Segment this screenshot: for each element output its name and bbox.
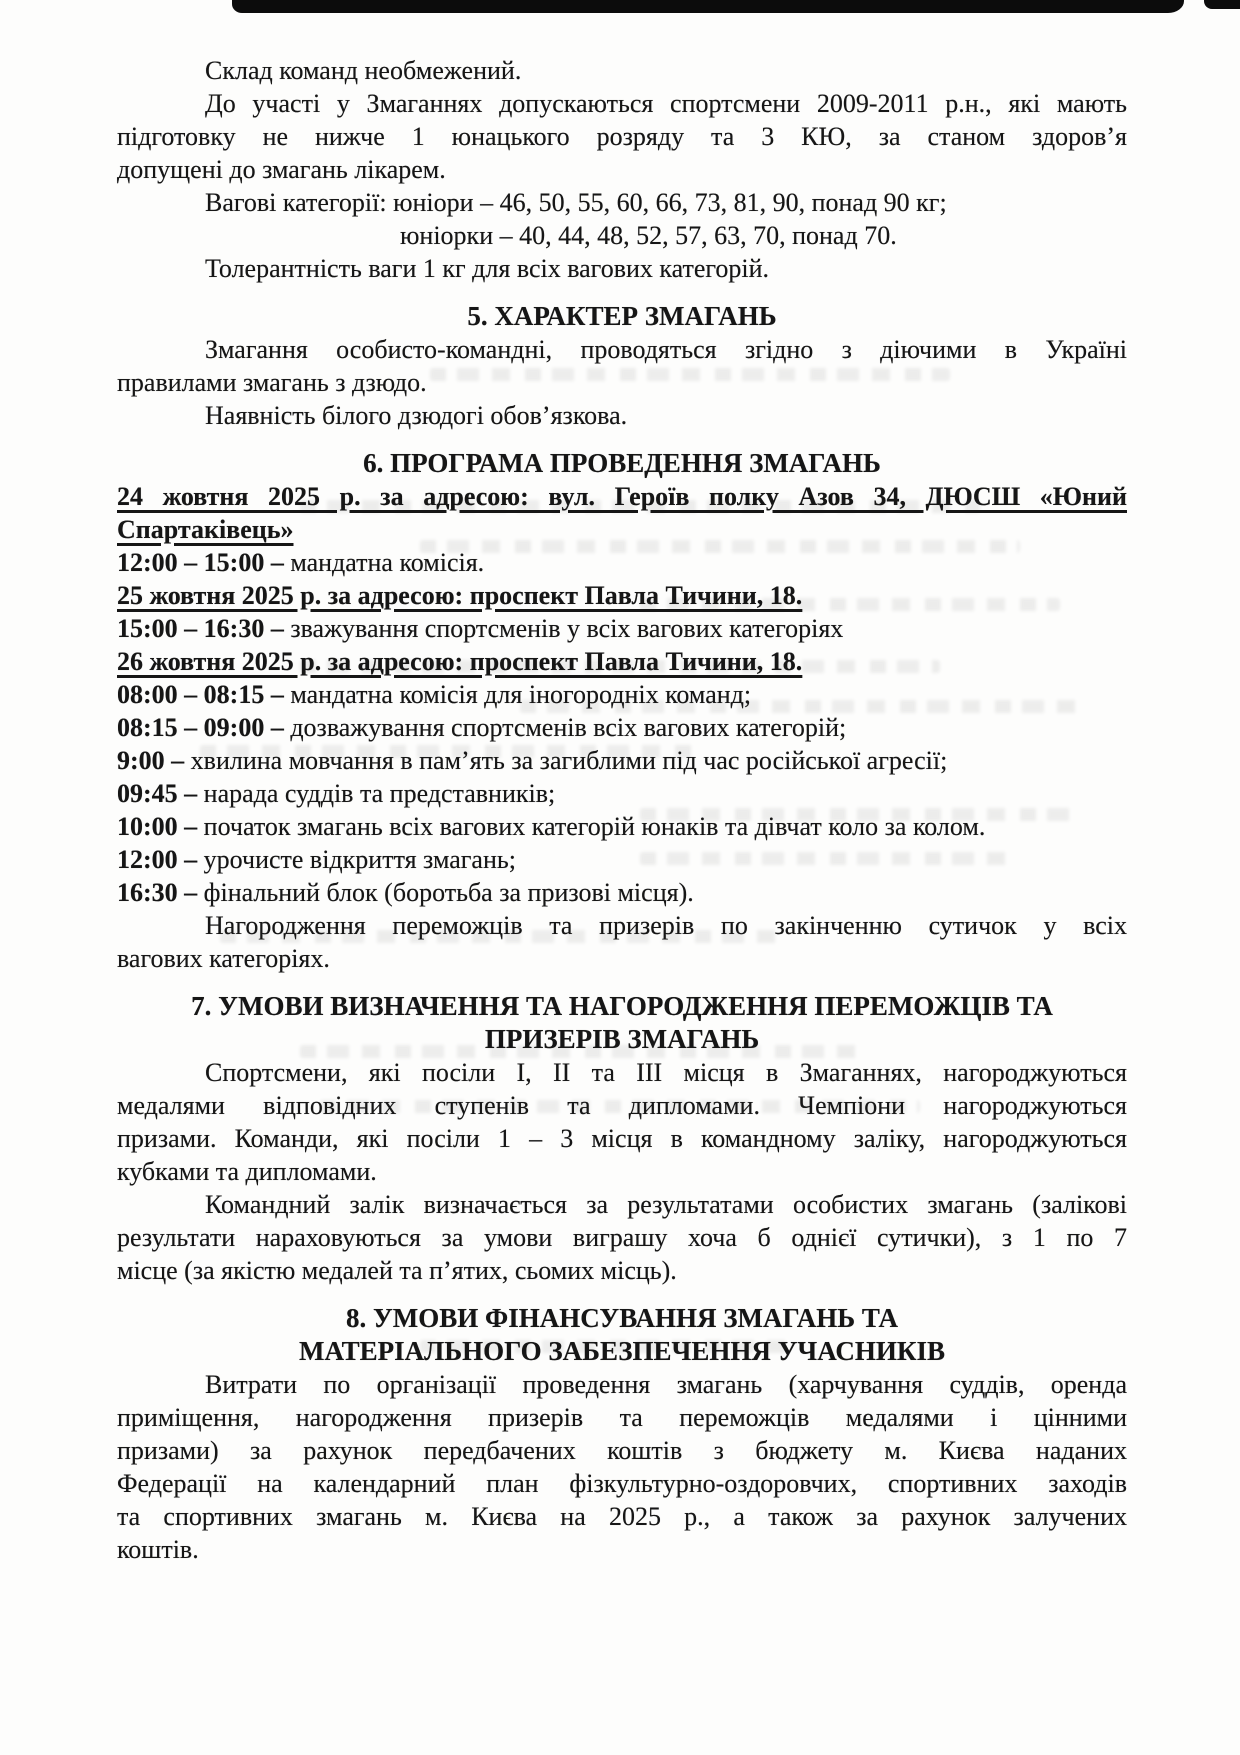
section5-judogi-line: Наявність білого дзюдогі обов’язкова.	[205, 401, 628, 430]
schedule-time: 08:15 – 09:00 –	[117, 713, 284, 742]
section8-p1-line-1: Витрати по організації проведення змагань (харчування суддів, оренда	[205, 1370, 1127, 1399]
schedule-time: 12:00 – 15:00 –	[117, 548, 284, 577]
schedule-time: 08:00 – 08:15 –	[117, 680, 284, 709]
schedule-time: 12:00 –	[117, 845, 198, 874]
participants-line-1: До участі у Змаганнях допускаються спортсмени 2009-2011 р.н., які мають	[205, 89, 1127, 118]
section-6-title-text: 6. ПРОГРАМА ПРОВЕДЕННЯ ЗМАГАНЬ	[363, 448, 881, 478]
schedule-text: мандатна комісія для іногородніх команд;	[283, 680, 752, 709]
schedule-item	[117, 546, 1127, 579]
schedule-item	[117, 678, 1127, 711]
scan-edge-artifact	[232, 0, 1184, 13]
section8-p1-line-5: та спортивних змагань м. Києва на 2025 р., а також за рахунок залучених	[117, 1502, 1127, 1531]
day3-date-heading: 26 жовтня 2025 р. за адресою: проспект Павла Тичини, 18.	[117, 647, 803, 676]
schedule-item	[117, 612, 1127, 645]
section-7-title-line-2: ПРИЗЕРІВ ЗМАГАНЬ	[484, 1024, 760, 1054]
section5-paragraph-line-1: Змагання особисто-командні, проводяться згідно з діючими в Україні	[205, 335, 1127, 364]
section8-p1-line-6: коштів.	[117, 1535, 199, 1564]
section7-p1-line-2: медалями відповідних ступенів та дипломами. Чемпіони нагороджуються	[117, 1091, 1127, 1120]
section7-p2-line-3: місце (за якістю медалей та п’ятих, сьомих місць).	[117, 1256, 677, 1285]
schedule-time: 09:45 –	[117, 779, 198, 808]
schedule-time: 9:00 –	[117, 746, 185, 775]
section-7-title	[117, 990, 1127, 1056]
section7-p2-line-1: Командний залік визначається за результатами особистих змагань (залікові	[205, 1190, 1127, 1219]
schedule-text: мандатна комісія.	[283, 548, 485, 577]
section-8-title-line-2: МАТЕРІАЛЬНОГО ЗАБЕЗПЕЧЕННЯ УЧАСНИКІВ	[298, 1336, 945, 1366]
weight-categories-juniorkas-line: юніорки – 40, 44, 48, 52, 57, 63, 70, понад 70.	[400, 221, 897, 250]
section5-paragraph-line-2: правилами змагань з дзюдо.	[117, 368, 427, 397]
weight-tolerance-line: Толерантність ваги 1 кг для всіх вагових категорій.	[205, 254, 770, 283]
section7-p1-line-1: Спортсмени, які посіли I, II та III місця в Змаганнях, нагороджуються	[205, 1058, 1127, 1087]
schedule-text: початок змагань всіх вагових категорій юнаків та дівчат коло за колом.	[197, 812, 986, 841]
schedule-time: 16:30 –	[117, 878, 198, 907]
schedule-text: фінальний блок (боротьба за призові місця).	[197, 878, 694, 907]
day1-date-heading-line-1: 24 жовтня 2025 р. за адресою: вул. Героїв полку Азов 34, ДЮСШ «Юний	[117, 482, 1127, 511]
schedule-text: нарада суддів та представників;	[197, 779, 556, 808]
scan-edge-artifact-corner	[1204, 0, 1240, 9]
section8-p1-line-2: приміщення, нагородження призерів та переможців медалями і цінними	[117, 1403, 1127, 1432]
section-8-title	[117, 1302, 1127, 1368]
schedule-time: 10:00 –	[117, 812, 198, 841]
section-7-title-line-1: 7. УМОВИ ВИЗНАЧЕННЯ ТА НАГОРОДЖЕННЯ ПЕРЕМОЖЦІВ ТА	[191, 991, 1053, 1021]
intro-team-size-line: Склад команд необмежений.	[205, 56, 522, 85]
participants-line-3: допущені до змагань лікарем.	[117, 155, 446, 184]
schedule-text: урочисте відкриття змагань;	[197, 845, 516, 874]
section-8-title-line-1: 8. УМОВИ ФІНАНСУВАННЯ ЗМАГАНЬ ТА	[345, 1303, 898, 1333]
schedule-item	[117, 711, 1127, 744]
day1-date-heading-line-2: Спартаківець»	[117, 515, 294, 544]
schedule-item	[117, 843, 1127, 876]
schedule-text: зважування спортсменів у всіх вагових категоріях	[283, 614, 844, 643]
section8-p1-line-3: призами) за рахунок передбачених коштів з бюджету м. Києва наданих	[117, 1436, 1127, 1465]
schedule-item	[117, 810, 1127, 843]
participants-line-2: підготовку не нижче 1 юнацького розряду та 3 КЮ, за станом здоров’я	[117, 122, 1127, 151]
awards-note-line-1: Нагородження переможців та призерів по закінченню сутичок у всіх	[205, 911, 1127, 940]
day2-date-heading: 25 жовтня 2025 р. за адресою: проспект Павла Тичини, 18.	[117, 581, 803, 610]
schedule-item	[117, 744, 1127, 777]
section7-p1-line-3: призами. Команди, які посіли 1 – 3 місця в командному заліку, нагороджуються	[117, 1124, 1127, 1153]
schedule-text: дозважування спортсменів всіх вагових категорій;	[283, 713, 847, 742]
schedule-item	[117, 777, 1127, 810]
section8-p1-line-4: Федерації на календарний план фізкультурно-оздоровчих, спортивних заходів	[117, 1469, 1127, 1498]
awards-note-line-2: вагових категоріях.	[117, 944, 330, 973]
section-5-title-text: 5. ХАРАКТЕР ЗМАГАНЬ	[467, 301, 777, 331]
schedule-time: 15:00 – 16:30 –	[117, 614, 284, 643]
weight-categories-juniors-line: Вагові категорії: юніори – 46, 50, 55, 60, 66, 73, 81, 90, понад 90 кг;	[205, 188, 947, 217]
schedule-text: хвилина мовчання в пам’ять за загиблими під час російської агресії;	[184, 746, 948, 775]
document-text-block	[117, 54, 1127, 1566]
section-6-title	[117, 447, 1127, 480]
section-5-title	[117, 300, 1127, 333]
section7-p1-line-4: кубками та дипломами.	[117, 1157, 377, 1186]
schedule-item	[117, 876, 1127, 909]
section7-p2-line-2: результати нараховуються за умови виграшу хоча б однієї сутички), з 1 по 7	[117, 1223, 1127, 1252]
